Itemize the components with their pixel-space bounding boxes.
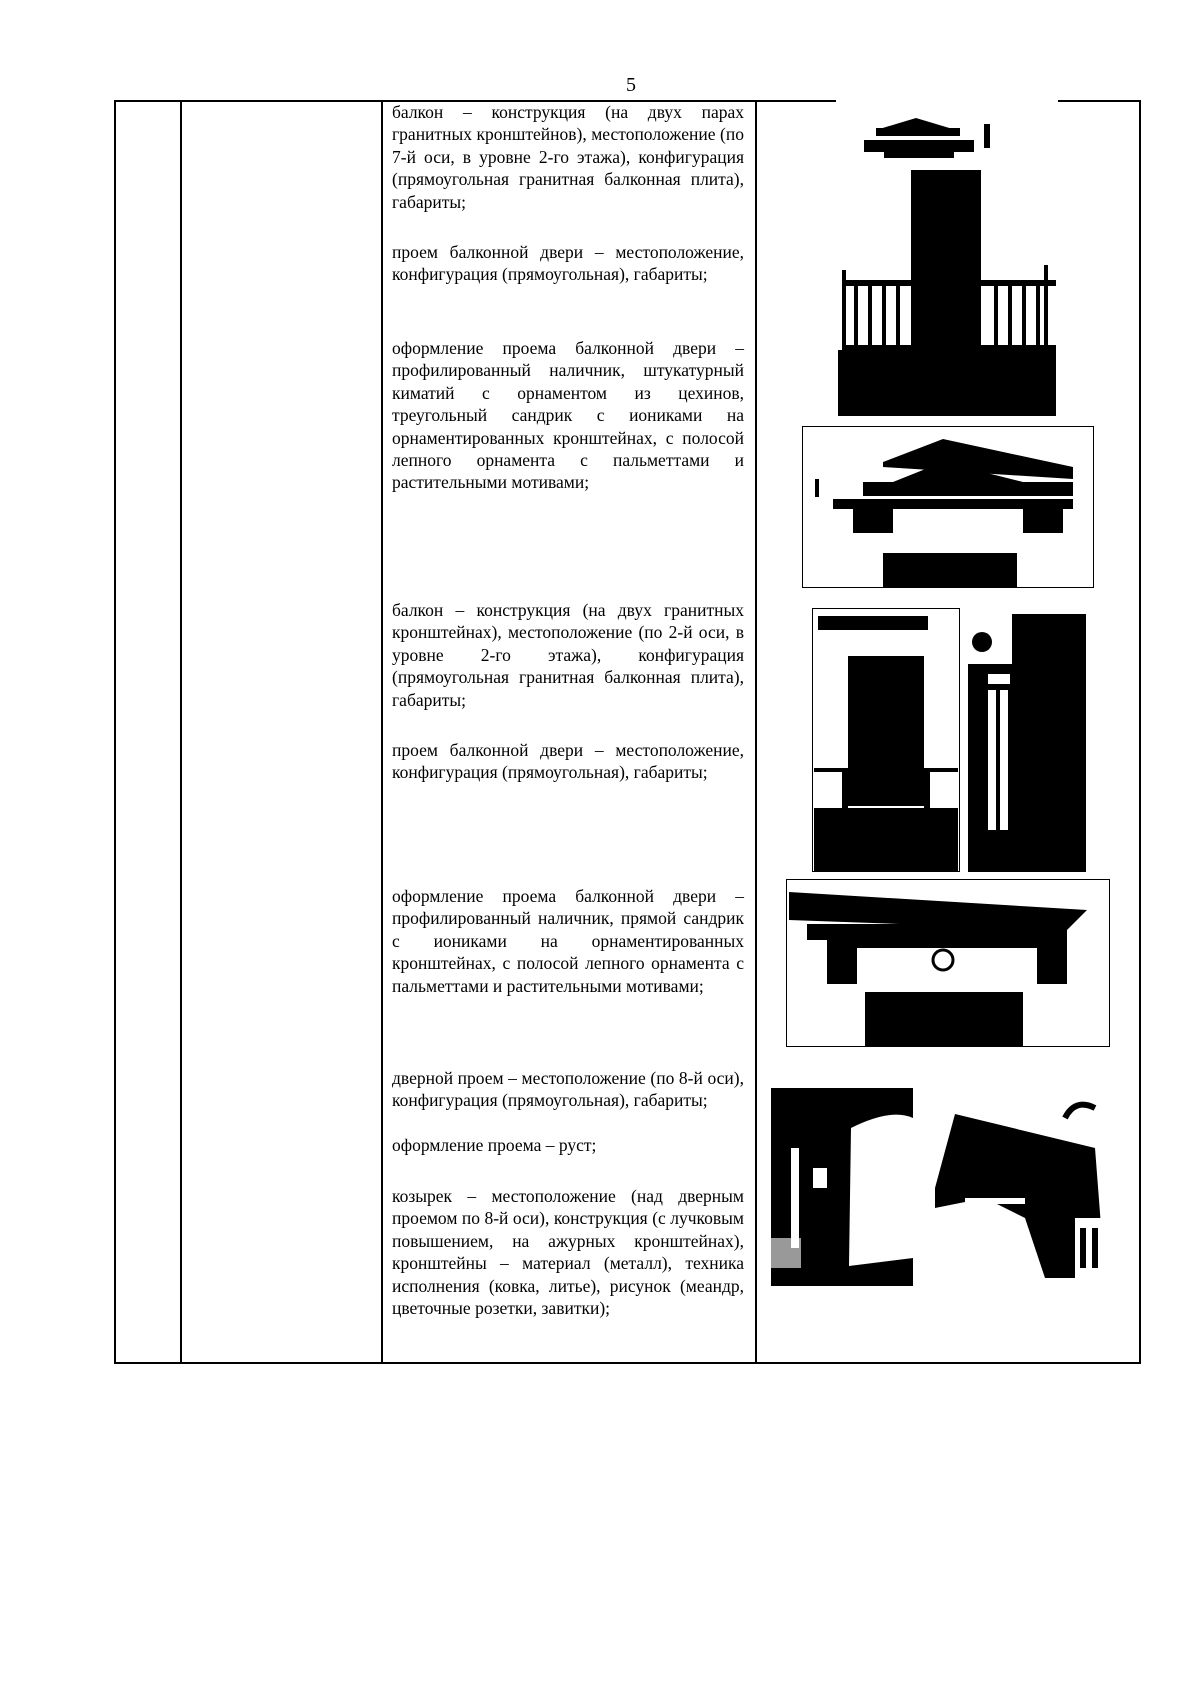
description-door-opening-8: дверной проем – местоположение (по 8-й оси), конфигурация (прямоугольная), габариты; bbox=[392, 1068, 744, 1111]
description-balcony-7: балкон – конструкция (на двух парах гранитных кронштейнов), местоположение (по 7-й оси, в уровне 2-го этажа), конфигурация (прямоугольная гранитная балконная плита), габариты; bbox=[392, 102, 744, 212]
description-balcony-door-opening-2: проем балконной двери – местоположение, конфигурация (прямоугольная), габариты; bbox=[392, 740, 744, 783]
column-divider bbox=[180, 102, 182, 1362]
photo-balcony-2 bbox=[812, 608, 960, 872]
photo-canopy-bracket bbox=[925, 1088, 1125, 1286]
photo-canopy-front bbox=[771, 1088, 913, 1286]
description-canopy-8: козырек – местоположение (над дверным проемом по 8-й оси), конструкция (с лучковым повышением, на ажурных кронштейнах), кронштейны – материал (металл), техника исполнения (ковка, литье), рисунок (меандр, цветочные розетки, завитки); bbox=[392, 1186, 744, 1319]
photo-balcony-7 bbox=[836, 100, 1058, 418]
photo-sandrik-straight bbox=[786, 879, 1110, 1047]
description-door-decoration-8: оформление проема – руст; bbox=[392, 1135, 597, 1155]
column-divider bbox=[381, 102, 383, 1362]
description-balcony-door-decoration-2: оформление проема балконной двери – профилированный наличник, прямой сандрик с иониками на орнаментированных кронштейнах, с полосой лепного орнамента с пальметтами и растительными мотивами; bbox=[392, 886, 744, 996]
photo-balcony-2-side bbox=[968, 614, 1086, 872]
page-number: 5 bbox=[626, 74, 636, 96]
description-balcony-2: балкон – конструкция (на двух гранитных кронштейнах), местоположение (по 2-й оси, в уровне 2-го этажа), конфигурация (прямоугольная гранитная балконная плита), габариты; bbox=[392, 600, 744, 710]
description-balcony-door-decoration-7: оформление проема балконной двери – профилированный наличник, штукатурный киматий с орнаментом из цехинов, треугольный сандрик с иониками на орнаментированных кронштейнах, с полосой лепного орнамента с пальметтами и растительными мотивами; bbox=[392, 338, 744, 493]
column-divider bbox=[755, 102, 757, 1362]
description-balcony-door-opening-7: проем балконной двери – местоположение, конфигурация (прямоугольная), габариты; bbox=[392, 242, 744, 285]
photo-sandrik-triangular bbox=[802, 426, 1094, 588]
